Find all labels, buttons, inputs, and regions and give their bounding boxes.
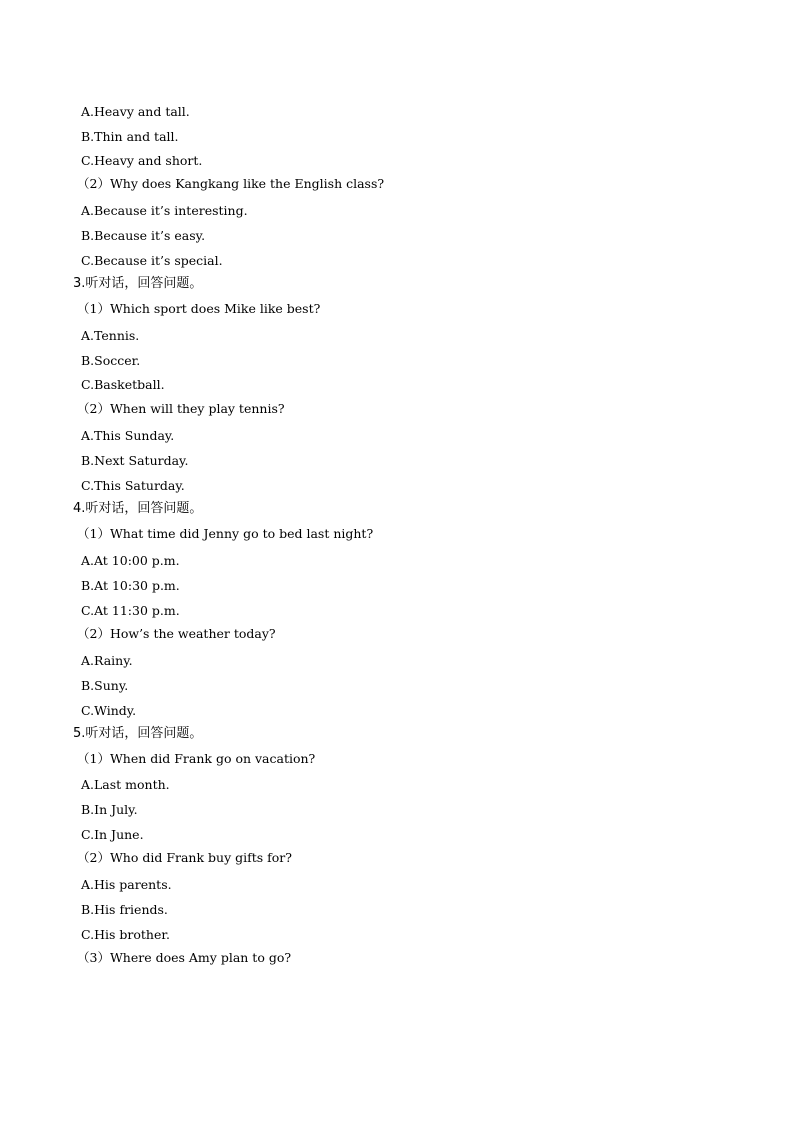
option-5-2-a: A.His parents. xyxy=(81,877,172,892)
question-3-1: （1）Which sport does Mike like best? xyxy=(77,301,321,316)
question-3-2: （2）When will they play tennis? xyxy=(77,401,285,416)
option-4-1-c: C.At 11:30 p.m. xyxy=(81,603,180,618)
option-4-2-c: C.Windy. xyxy=(81,703,137,718)
option-2-1-c: C.Heavy and short. xyxy=(81,153,203,168)
option-5-1-b: B.In July. xyxy=(81,802,138,817)
option-4-1-b: B.At 10:30 p.m. xyxy=(81,578,180,593)
option-5-2-b: B.His friends. xyxy=(81,902,168,917)
section-3-heading: 3.听对话，回答问题。 xyxy=(73,276,203,291)
option-5-2-c: C.His brother. xyxy=(81,927,170,942)
question-4-1: （1）What time did Jenny go to bed last night? xyxy=(77,526,374,541)
question-4-2: （2）How’s the weather today? xyxy=(77,626,276,641)
option-4-2-a: A.Rainy. xyxy=(81,653,133,668)
option-3-1-b: B.Soccer. xyxy=(81,353,141,368)
question-5-1: （1）When did Frank go on vacation? xyxy=(77,751,316,766)
option-2-2-b: B.Because it’s easy. xyxy=(81,228,206,243)
option-2-1-a: A.Heavy and tall. xyxy=(81,104,190,119)
option-3-2-b: B.Next Saturday. xyxy=(81,453,189,468)
option-3-2-c: C.This Saturday. xyxy=(81,478,185,493)
question-5-3: （3）Where does Amy plan to go? xyxy=(77,950,292,965)
section-5-heading: 5.听对话，回答问题。 xyxy=(73,726,203,741)
option-4-1-a: A.At 10:00 p.m. xyxy=(81,553,180,568)
section-4-heading: 4.听对话，回答问题。 xyxy=(73,501,203,516)
option-5-1-a: A.Last month. xyxy=(81,777,170,792)
option-4-2-b: B.Suny. xyxy=(81,678,129,693)
question-5-2: （2）Who did Frank buy gifts for? xyxy=(77,850,292,865)
option-2-2-a: A.Because it’s interesting. xyxy=(81,203,248,218)
option-2-1-b: B.Thin and tall. xyxy=(81,129,179,144)
option-2-2-c: C.Because it’s special. xyxy=(81,253,223,268)
option-3-2-a: A.This Sunday. xyxy=(81,428,175,443)
question-2-2: （2）Why does Kangkang like the English class? xyxy=(77,176,385,191)
option-5-1-c: C.In June. xyxy=(81,827,144,842)
option-3-1-a: A.Tennis. xyxy=(81,328,140,343)
option-3-1-c: C.Basketball. xyxy=(81,377,165,392)
